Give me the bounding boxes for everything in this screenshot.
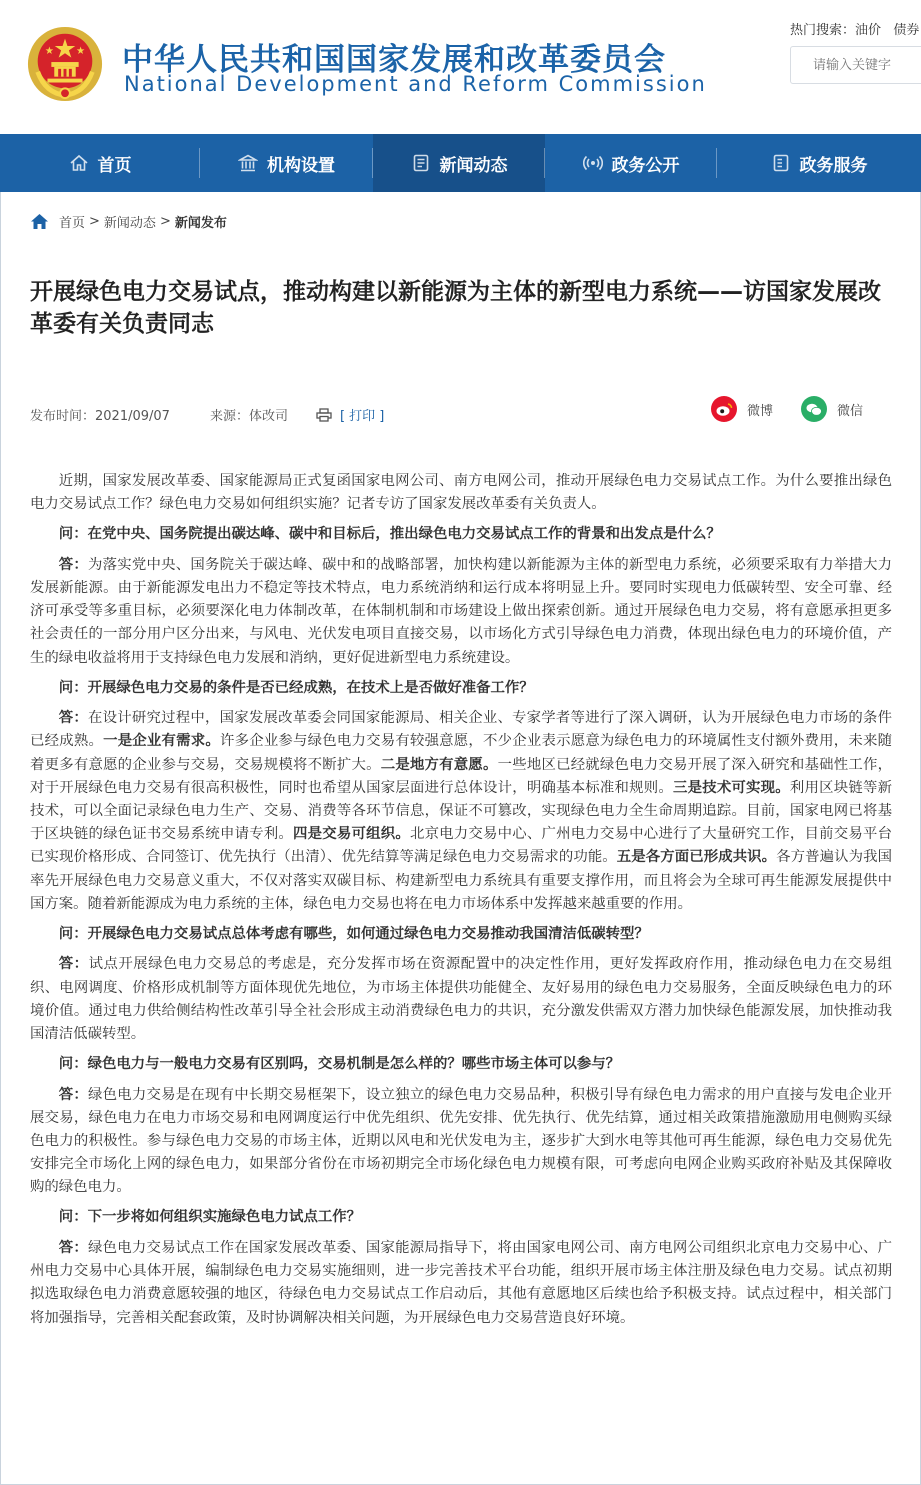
nav-label: 新闻动态 <box>439 155 508 176</box>
answer-5: 答：绿色电力交易试点工作在国家发展改革委、国家能源局指导下，将由国家电网公司、南方电网公司组织北京电力交易中心、广州电力交易中心具体开展，编制绿色电力交易实施细则，进一步完善技术平台功能，组织开展市场主体注册及绿色电力交易。试点初期拟选取绿色电力消费意愿较强的地区，待绿色电力交易试点工作启动后，其他有意愿地区后续也给予积极支持。试点过程中，相关部门将加强指导，完善相关配套政策，及时协调解决相关问题，为开展绿色电力交易营造良好环境。 <box>30 1240 892 1326</box>
publish-date: 发布时间：2021/09/07 <box>30 409 170 424</box>
share-weibo[interactable] <box>711 396 773 422</box>
nav-item-news[interactable] <box>373 134 545 192</box>
nav-item-institutions[interactable] <box>200 134 373 192</box>
service-icon <box>771 153 791 173</box>
home-icon <box>69 153 89 173</box>
print-label: [ 打印 ] <box>339 409 385 424</box>
answer-1: 答：为落实党中央、国务院关于碳达峰、碳中和的战略部署，加快构建以新能源为主体的新型电力系统，必须要采取有力举措大力发展新能源。由于新能源发电出力不稳定等技术特点，电力系统消纳和运行成本将明显上升。要同时实现电力低碳转型、安全可靠、经济可承受等多重目标，必须要深化电力体制改革，在体制机制和市场建设上做出探索创新。通过开展绿色电力交易，将有意愿承担更多社会责任的一部分用户区分出来，与风电、光伏发电项目直接交易，以市场化方式引导绿色电力消费，体现出绿色电力的环境价值，产生的绿电收益将用于支持绿色电力发展和消纳，更好促进新型电力系统建设。 <box>30 556 892 666</box>
nav-item-services[interactable] <box>717 134 921 192</box>
article-title: 开展绿色电力交易试点，推动构建以新能源为主体的新型电力系统——访国家发展改革委有关负责同志 <box>30 279 881 337</box>
answer-label: 答： <box>58 1240 89 1257</box>
answer-label: 答： <box>58 710 89 727</box>
printer-icon <box>316 408 332 422</box>
question-1: 问：在党中央、国务院提出碳达峰、碳中和目标后，推出绿色电力交易试点工作的背景和出发点是什么？ <box>58 526 721 543</box>
weibo-label: 微博 <box>747 403 774 419</box>
breadcrumb-current[interactable]: 新闻发布 <box>174 216 227 231</box>
news-icon <box>411 153 431 173</box>
site-title-cn[interactable]: 中华人民共和国国家发展和改革委员会 <box>122 42 666 78</box>
answer-label: 答： <box>58 956 89 973</box>
search-input[interactable] <box>811 57 921 74</box>
answer-2: 答：在设计研究过程中，国家发展改革委会同国家能源局、相关企业、专家学者等进行了深入调研，认为开展绿色电力市场的条件已经成熟。一是企业有需求。许多企业参与绿色电力交易有较强意愿，不少企业表示愿意为绿色电力的环境属性支付额外费用，未来随着更多有意愿的企业参与交易，交易规模将不断扩大。二是地方有意愿。一些地区已经就绿色电力交易开展了深入研究和基础性工作，对于开展绿色电力交易有很高积极性，同时也希望从国家层面进行总体设计，明确基本标准和规则。三是技术可实现。利用区块链等新技术，可以全面记录绿色电力生产、交易、消费等各环节信息，保证不可篡改，实现绿色电力全生命周期追踪。目前，国家电网已将基于区块链的绿色证书交易系统申请专利。四是交易可组织。北京电力交易中心、广州电力交易中心进行了大量研究工作，目前交易平台已实现价格形成、合同签订、优先执行（出清）、优先结算等满足绿色电力交易需求的功能。五是各方面已形成共识。各方普遍认为我国率先开展绿色电力交易意义重大，不仅对落实双碳目标、构建新型电力系统具有重要支撑作用，而且将会为全球可再生能源发展提供中国方案。随着新能源成为电力系统的主体，绿色电力交易也将在电力市场体系中发挥越来越重要的作用。 <box>30 710 892 912</box>
article-body <box>30 470 892 1337</box>
hot-search-label: 热门搜索： <box>790 23 856 38</box>
nav-label: 机构设置 <box>267 155 335 176</box>
broadcast-icon <box>583 153 603 173</box>
home-icon[interactable] <box>30 213 49 230</box>
national-emblem-logo[interactable] <box>26 25 104 103</box>
answer-label: 答： <box>58 1086 89 1103</box>
main-nav <box>0 134 921 192</box>
answer-label: 答： <box>58 556 89 573</box>
nav-item-public-affairs[interactable] <box>545 134 717 192</box>
question-2: 问：开展绿色电力交易的条件是否已经成熟，在技术上是否做好准备工作？ <box>58 679 534 696</box>
question-4: 问：绿色电力与一般电力交易有区别吗，交易机制是怎么样的？哪些市场主体可以参与？ <box>58 1056 621 1073</box>
nav-label: 政务公开 <box>611 155 680 176</box>
wechat-label: 微信 <box>837 403 864 419</box>
breadcrumb-separator: > <box>159 214 171 229</box>
site-title-en[interactable]: National Development and Reform Commission <box>124 72 707 96</box>
nav-label: 政务服务 <box>799 155 868 176</box>
hot-search-terms[interactable]: 油价 债券 <box>855 23 920 38</box>
question-3: 问：开展绿色电力交易试点总体考虑有哪些，如何通过绿色电力交易推动我国清洁低碳转型？ <box>58 925 649 942</box>
breadcrumb-home[interactable]: 首页 <box>59 216 86 231</box>
breadcrumb-separator: > <box>89 214 100 229</box>
answer-4: 答：绿色电力交易是在现有中长期交易框架下，设立独立的绿色电力交易品种，积极引导有绿色电力需求的用户直接与发电企业开展交易，绿色电力在电力市场交易和电网调度运行中优先组织、优先安排、优先执行、优先结算，通过相关政策措施激励用电侧购买绿色电力的积极性。参与绿色电力交易的市场主体，近期以风电和光伏发电为主，逐步扩大到水电等其他可再生能源，绿色电力交易优先安排完全市场化上网的绿色电力，如果部分省份在市场初期完全市场化绿色电力规模有限，可考虑向电网企业购买政府补贴及其保障收购的绿色电力。 <box>30 1086 892 1196</box>
print-button[interactable] <box>316 405 384 424</box>
search-box[interactable] <box>790 46 921 84</box>
institution-icon <box>238 153 258 173</box>
question-5: 问：下一步将如何组织实施绿色电力试点工作？ <box>58 1209 362 1226</box>
article-meta <box>30 405 384 424</box>
breadcrumb <box>30 212 227 231</box>
site-header <box>0 0 921 134</box>
breadcrumb-news[interactable]: 新闻动态 <box>103 216 156 231</box>
nav-item-home[interactable] <box>0 134 200 192</box>
intro-paragraph: 近期，国家发展改革委、国家能源局正式复函国家电网公司、南方电网公司，推动开展绿色电力交易试点工作。为什么要推出绿色电力交易试点工作？绿色电力交易如何组织实施？记者专访了国家发展改革委有关负责人。 <box>30 473 892 513</box>
weibo-icon <box>711 396 737 422</box>
nav-label: 首页 <box>97 155 132 176</box>
hot-search <box>790 19 921 38</box>
share-wechat[interactable] <box>801 396 863 422</box>
wechat-icon <box>801 396 827 422</box>
answer-3: 答：试点开展绿色电力交易总的考虑是，充分发挥市场在资源配置中的决定性作用，更好发挥政府作用，推动绿色电力在交易组织、电网调度、价格形成机制等方面体现优先地位，为市场主体提供功能健全、友好易用的绿色电力交易服务，全面反映绿色电力的环境价值。通过电力供给侧结构性改革引导全社会形成主动消费绿色电力的共识，充分激发供需双方潜力加快绿色能源发展，加快推动我国清洁低碳转型。 <box>30 956 892 1043</box>
article-source: 来源：体改司 <box>209 409 288 424</box>
